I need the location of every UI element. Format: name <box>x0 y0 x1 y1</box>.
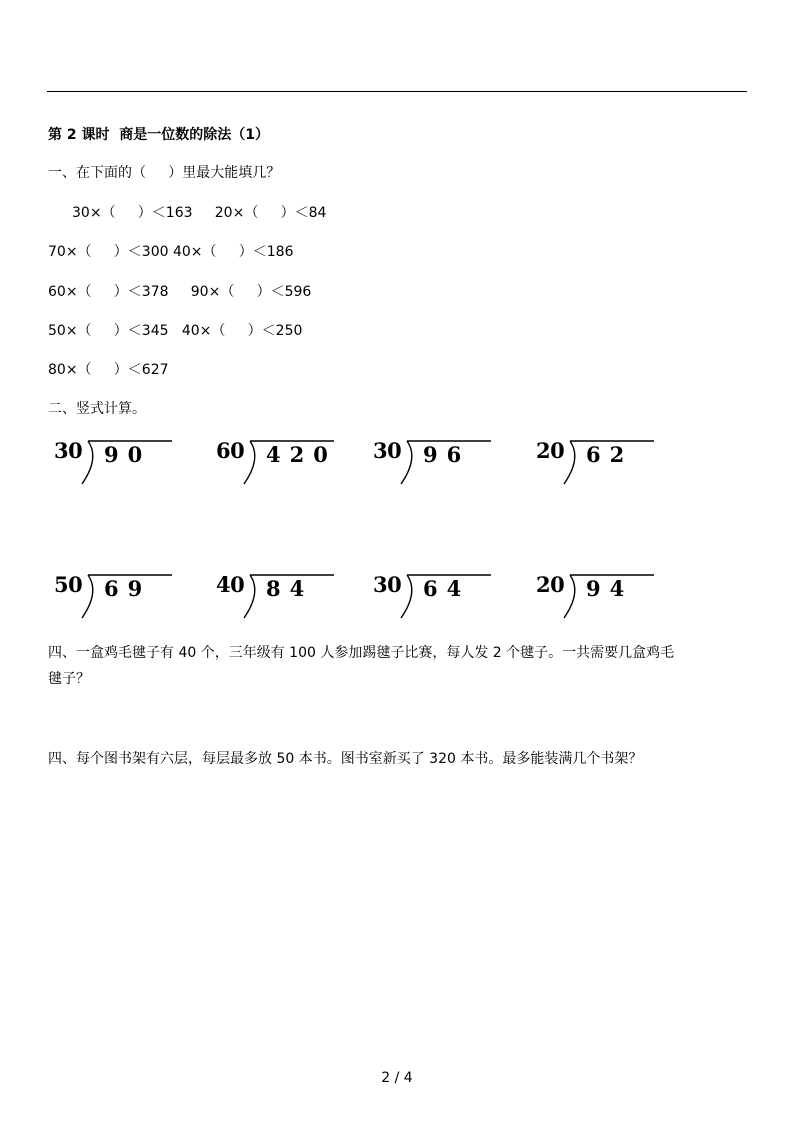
dividend: 420 <box>266 442 337 467</box>
page-title: 第 2 课时 商是一位数的除法（1） <box>48 127 269 143</box>
divisor: 20 <box>536 438 565 463</box>
fill-row-2: 70×（ ）＜300 40×（ ）＜186 <box>48 244 294 260</box>
divisor: 30 <box>373 438 402 463</box>
long-division-problem <box>367 436 527 492</box>
fill-row-4: 50×（ ）＜345 40×（ ）＜250 <box>48 323 303 339</box>
fill-row-3: 60×（ ）＜378 90×（ ）＜596 <box>48 284 312 300</box>
long-division-problem <box>48 570 208 626</box>
long-division-problem <box>210 570 370 626</box>
dividend: 64 <box>423 576 471 601</box>
long-division-problem <box>48 436 208 492</box>
divisor: 40 <box>216 572 245 597</box>
section1-heading: 一、在下面的（ ）里最大能填几？ <box>48 165 281 181</box>
divisor: 60 <box>216 438 245 463</box>
dividend: 96 <box>423 442 471 467</box>
long-division-problem <box>210 436 370 492</box>
divisor: 20 <box>536 572 565 597</box>
long-division-problem <box>367 570 527 626</box>
divisor: 30 <box>54 438 83 463</box>
page-number: 2 / 4 <box>381 1070 413 1086</box>
header-rule <box>47 91 747 92</box>
fill-row-5: 80×（ ）＜627 <box>48 362 169 378</box>
fill-row-1: 30×（ ）＜163 20×（ ）＜84 <box>72 205 327 221</box>
dividend: 90 <box>104 442 152 467</box>
word-problem-1-line2: 毽子？ <box>48 671 90 687</box>
divisor: 50 <box>54 572 83 597</box>
long-division-problem <box>530 436 690 492</box>
dividend: 62 <box>586 442 634 467</box>
long-division-problem <box>530 570 690 626</box>
word-problem-1-line1: 四、一盒鸡毛毽子有 40 个，三年级有 100 人参加踢毽子比赛，每人发 2 个毽子。一共需要几盒鸡毛 <box>48 645 675 661</box>
dividend: 69 <box>104 576 152 601</box>
divisor: 30 <box>373 572 402 597</box>
dividend: 94 <box>586 576 634 601</box>
section2-heading: 二、竖式计算。 <box>48 401 146 417</box>
dividend: 84 <box>266 576 314 601</box>
word-problem-2: 四、每个图书架有六层，每层最多放 50 本书。图书室新买了 320 本书。最多能装满几个书架？ <box>48 751 643 767</box>
